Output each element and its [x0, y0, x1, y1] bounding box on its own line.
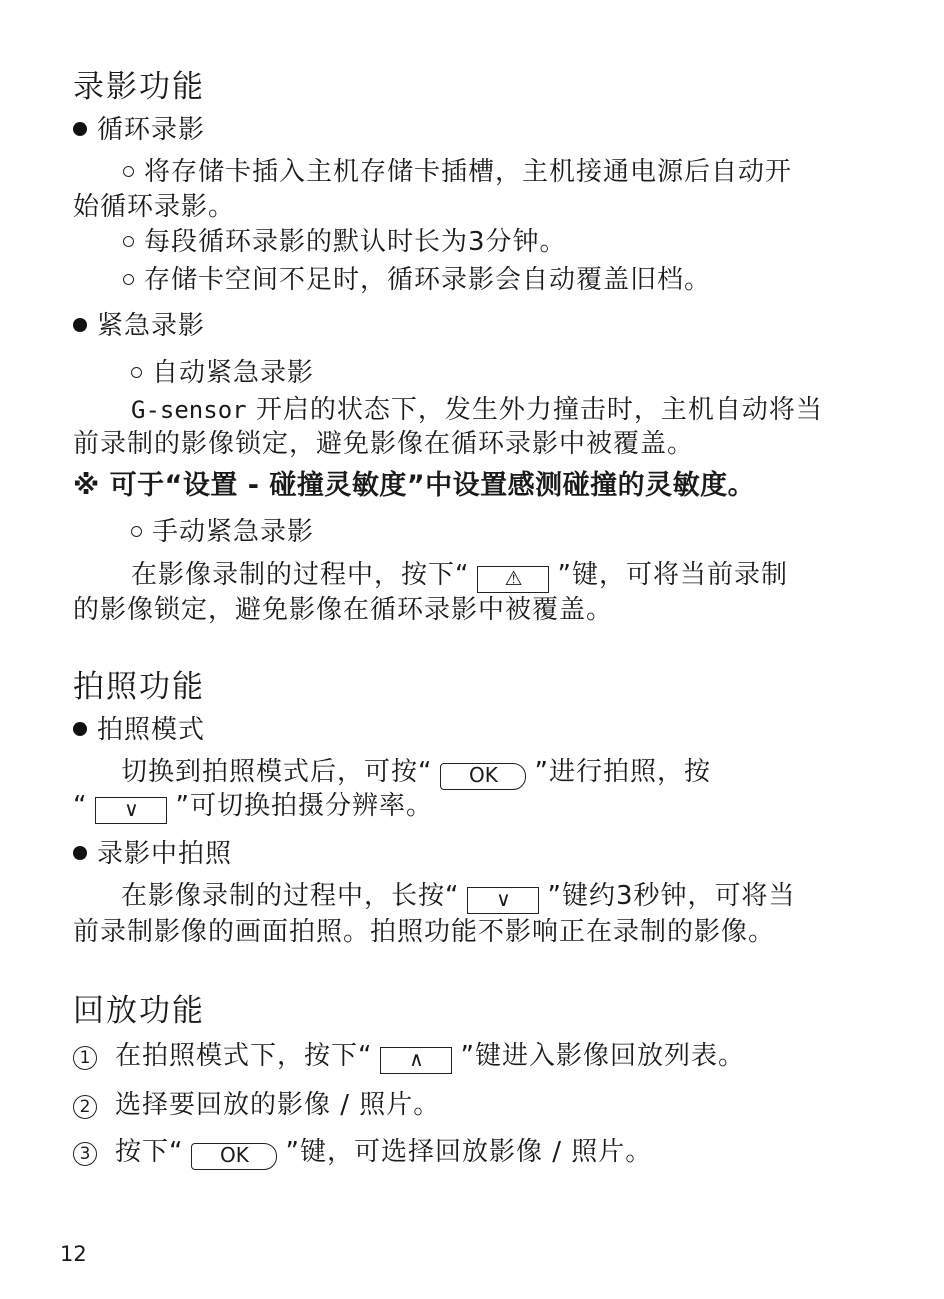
photo-mode-heading: 拍照模式 [73, 714, 205, 746]
playback-title: 回放功能 [73, 993, 205, 1029]
down-key-icon: ∨ [95, 797, 167, 824]
bullet-icon [73, 722, 87, 736]
photo-during-heading: 录影中拍照 [73, 838, 232, 870]
circle-bullet-icon [123, 274, 134, 285]
sensitivity-note: ※ 可于“设置 - 碰撞灵敏度”中设置感测碰撞的灵敏度。 [73, 470, 756, 501]
loop-paragraph-1-cont: 始循环录影。 [73, 192, 236, 222]
manual-emergency-heading: 手动紧急录影 [131, 516, 314, 548]
loop-paragraph-2: 每段循环录影的默认时长为3分钟。 [123, 226, 567, 258]
playback-step-3: 3 按下“ OK ”键，可选择回放影像 / 照片。 [73, 1136, 652, 1170]
circle-bullet-icon [131, 367, 142, 378]
manual-emergency-line-2: 的影像锁定，避免影像在循环录影中被覆盖。 [73, 595, 614, 625]
photo-mode-line-1: 切换到拍照模式后，可按“ OK ”进行拍照，按 [121, 756, 711, 790]
bullet-icon [73, 846, 87, 860]
manual-emergency-line-1: 在影像录制的过程中，按下“ ⚠ ”键，可将当前录制 [131, 559, 788, 593]
page-number: 12 [60, 1242, 87, 1266]
loop-heading: 循环录影 [73, 114, 205, 146]
step-number-1: 1 [73, 1046, 97, 1070]
bullet-icon [73, 318, 87, 332]
photo-title: 拍照功能 [73, 669, 205, 705]
loop-paragraph-1: 将存储卡插入主机存储卡插槽，主机接通电源后自动开 [123, 156, 792, 188]
emergency-heading: 紧急录影 [73, 310, 205, 342]
playback-step-2: 2 选择要回放的影像 / 照片。 [73, 1089, 440, 1121]
step-number-3: 3 [73, 1142, 97, 1166]
auto-emergency-line-1: G-sensor 开启的状态下，发生外力撞击时，主机自动将当 [131, 395, 823, 425]
g-sensor-code: G-sensor [131, 396, 247, 424]
recording-title: 录影功能 [73, 69, 205, 105]
ok-key-icon: OK [440, 763, 526, 790]
up-key-icon: ∧ [380, 1047, 452, 1074]
loop-paragraph-3: 存储卡空间不足时，循环录影会自动覆盖旧档。 [123, 264, 711, 296]
photo-during-line-1: 在影像录制的过程中，长按“ ∨ ”键约3秒钟，可将当 [121, 880, 796, 914]
circle-bullet-icon [123, 166, 134, 177]
step-number-2: 2 [73, 1095, 97, 1119]
photo-during-line-2: 前录制影像的画面拍照。拍照功能不影响正在录制的影像。 [73, 917, 776, 947]
ok-key-icon: OK [191, 1143, 277, 1170]
playback-step-1: 1 在拍照模式下，按下“ ∧ ”键进入影像回放列表。 [73, 1040, 745, 1074]
auto-emergency-line-2: 前录制的影像锁定，避免影像在循环录影中被覆盖。 [73, 429, 695, 459]
circle-bullet-icon [123, 236, 134, 247]
emergency-key-icon: ⚠ [477, 566, 549, 593]
circle-bullet-icon [131, 526, 142, 537]
photo-mode-line-2: “ ∨ ”可切换拍摄分辨率。 [73, 790, 433, 824]
down-key-icon: ∨ [467, 887, 539, 914]
bullet-icon [73, 122, 87, 136]
auto-emergency-heading: 自动紧急录影 [131, 357, 314, 389]
